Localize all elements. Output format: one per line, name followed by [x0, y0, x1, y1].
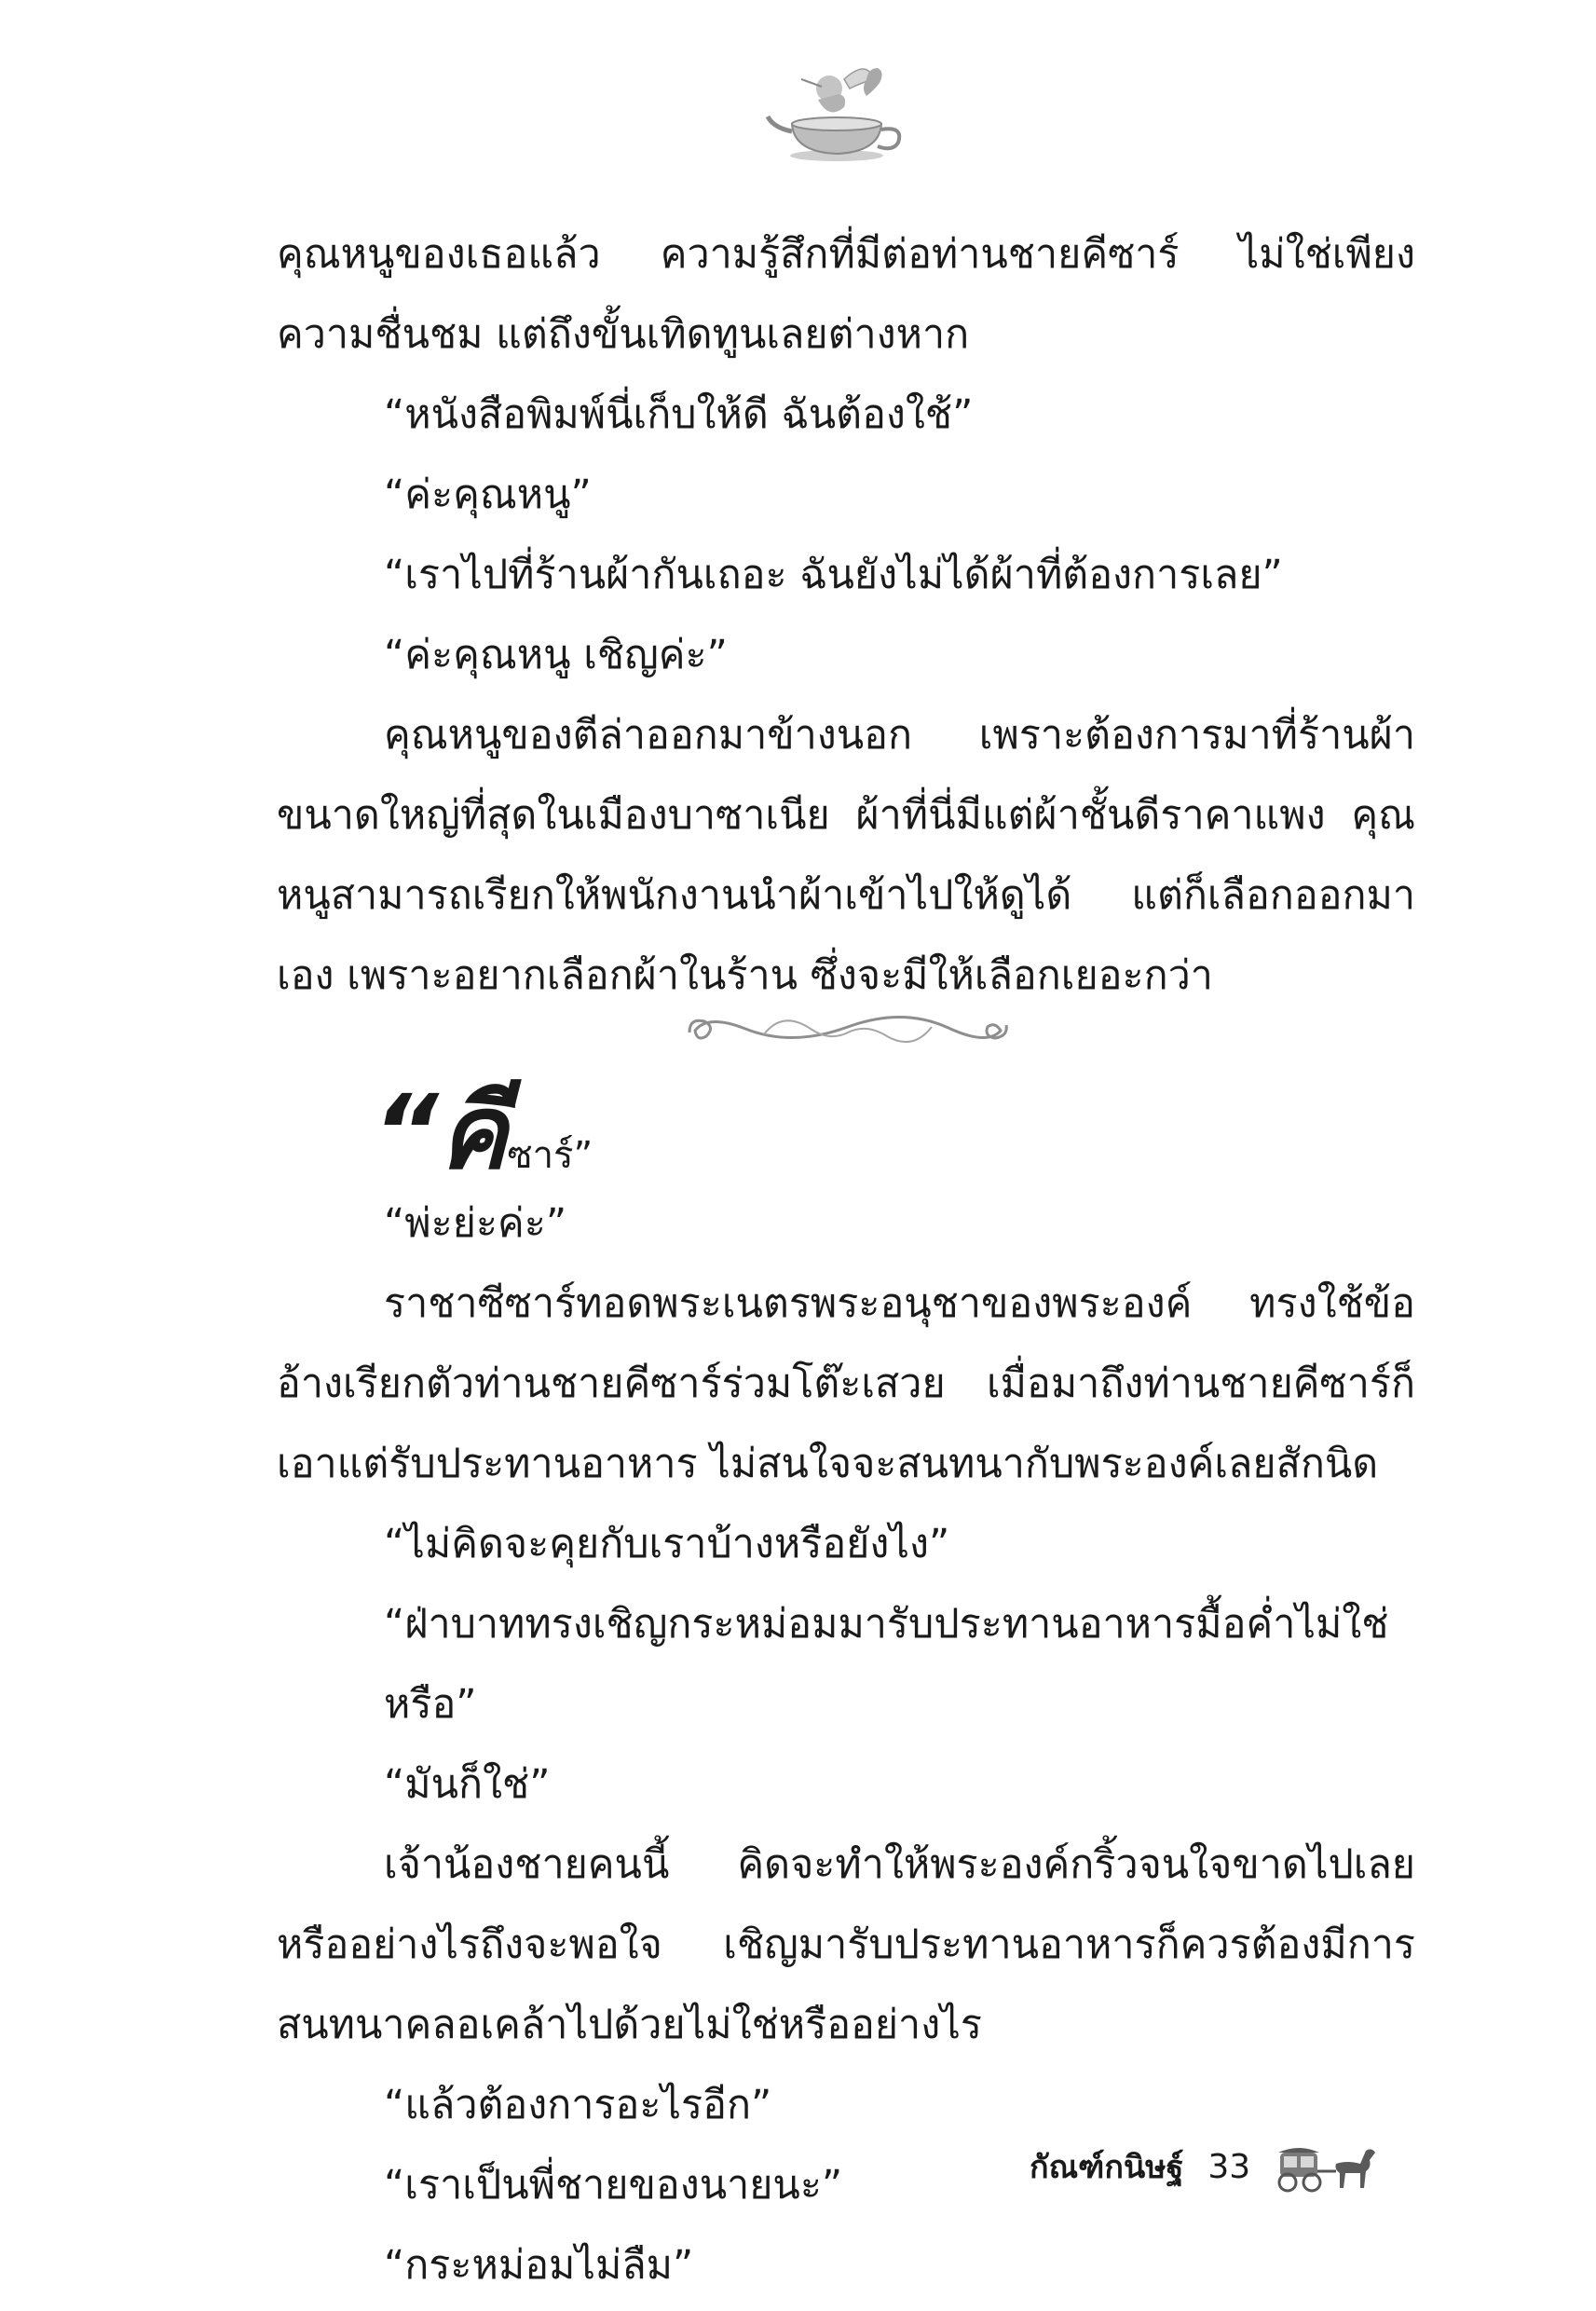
dialogue-line: “กระหม่อมไม่ลืม” [384, 2242, 694, 2289]
horse-carriage-icon [1275, 2140, 1382, 2194]
flourish-divider-icon [680, 1005, 1016, 1057]
dialogue-line: “เราไปที่ร้านผ้ากันเถอะ ฉันยังไม่ได้ผ้าที่ต้องการเลย” [384, 552, 1283, 598]
paragraph: คุณหนูของตีล่าออกมาข้างนอก เพราะต้องการมาที่ร้านผ้าขนาดใหญ่ที่สุดในเมืองบาซาเนีย ผ้าที่นี่มีแต่ผ้าชั้นดีราคาแพง คุณหนูสามารถเรียกให้พนักงานนำผ้าเข้าไปให้ดูได้ แต่ก็เลือกออกมาเอง เพราะอยากเลือกผ้าในร้าน ซึ่งจะมีให้เลือกเยอะกว่า [277, 712, 1415, 999]
chapter-heading [373, 1073, 593, 1193]
dialogue-line: “เราเป็นพี่ชายของนายนะ” [384, 2162, 843, 2208]
dialogue-line: “ค่ะคุณหนู” [384, 472, 592, 518]
cupid-teapot-ornament-icon [764, 51, 913, 172]
section2-text [277, 1183, 1415, 2305]
dialogue-line: “แล้วต้องการอะไรอีก” [384, 2082, 772, 2128]
dropcap-rest: ซาร์” [507, 1134, 593, 1177]
dialogue-line: “ค่ะคุณหนู เชิญค่ะ” [384, 632, 728, 678]
dialogue-line: “มันก็ใช่” [384, 1761, 551, 1808]
dialogue-line: “หนังสือพิมพ์นี่เก็บให้ดี ฉันต้องใช้” [384, 391, 974, 438]
paragraph: คุณหนูของเธอแล้ว ความรู้สึกที่มีต่อท่านชายคีซาร์ ไม่ใช่เพียงความชื่นชม แต่ถึงขั้นเทิดทูนเลยต่างหาก [277, 231, 1415, 358]
section1-text [277, 214, 1415, 1016]
book-title: กัณฑ์กนิษฐ์ [1030, 2149, 1184, 2186]
page-number: 33 [1207, 2147, 1251, 2186]
page-footer [1030, 2139, 1382, 2195]
paragraph: ราชาซีซาร์ทอดพระเนตรพระอนุชาของพระองค์ ทรงใช้ข้ออ้างเรียกตัวท่านชายคีซาร์ร่วมโต๊ะเสวย เมื่อมาถึงท่านชายคีซาร์ก็เอาแต่รับประทานอาหาร ไม่สนใจจะสนทนากับพระองค์เลยสักนิด [277, 1280, 1415, 1487]
dialogue-line: “พ่ะย่ะค่ะ” [384, 1200, 567, 1247]
dialogue-line: “ไม่คิดจะคุยกับเราบ้างหรือยังไง” [384, 1521, 950, 1567]
paragraph: เจ้าน้องชายคนนี้ คิดจะทำให้พระองค์กริ้วจนใจขาดไปเลยหรืออย่างไรถึงจะพอใจ เชิญมารับประทานอาหารก็ควรต้องมีการสนทนาคลอเคล้าไปด้วยไม่ใช่หรืออย่างไร [277, 1841, 1415, 2048]
dropcap: “คี [373, 1073, 508, 1192]
dialogue-line: “ฝ่าบาททรงเชิญกระหม่อมมารับประทานอาหารมื้อค่ำไม่ใช่หรือ” [384, 1601, 1389, 1728]
